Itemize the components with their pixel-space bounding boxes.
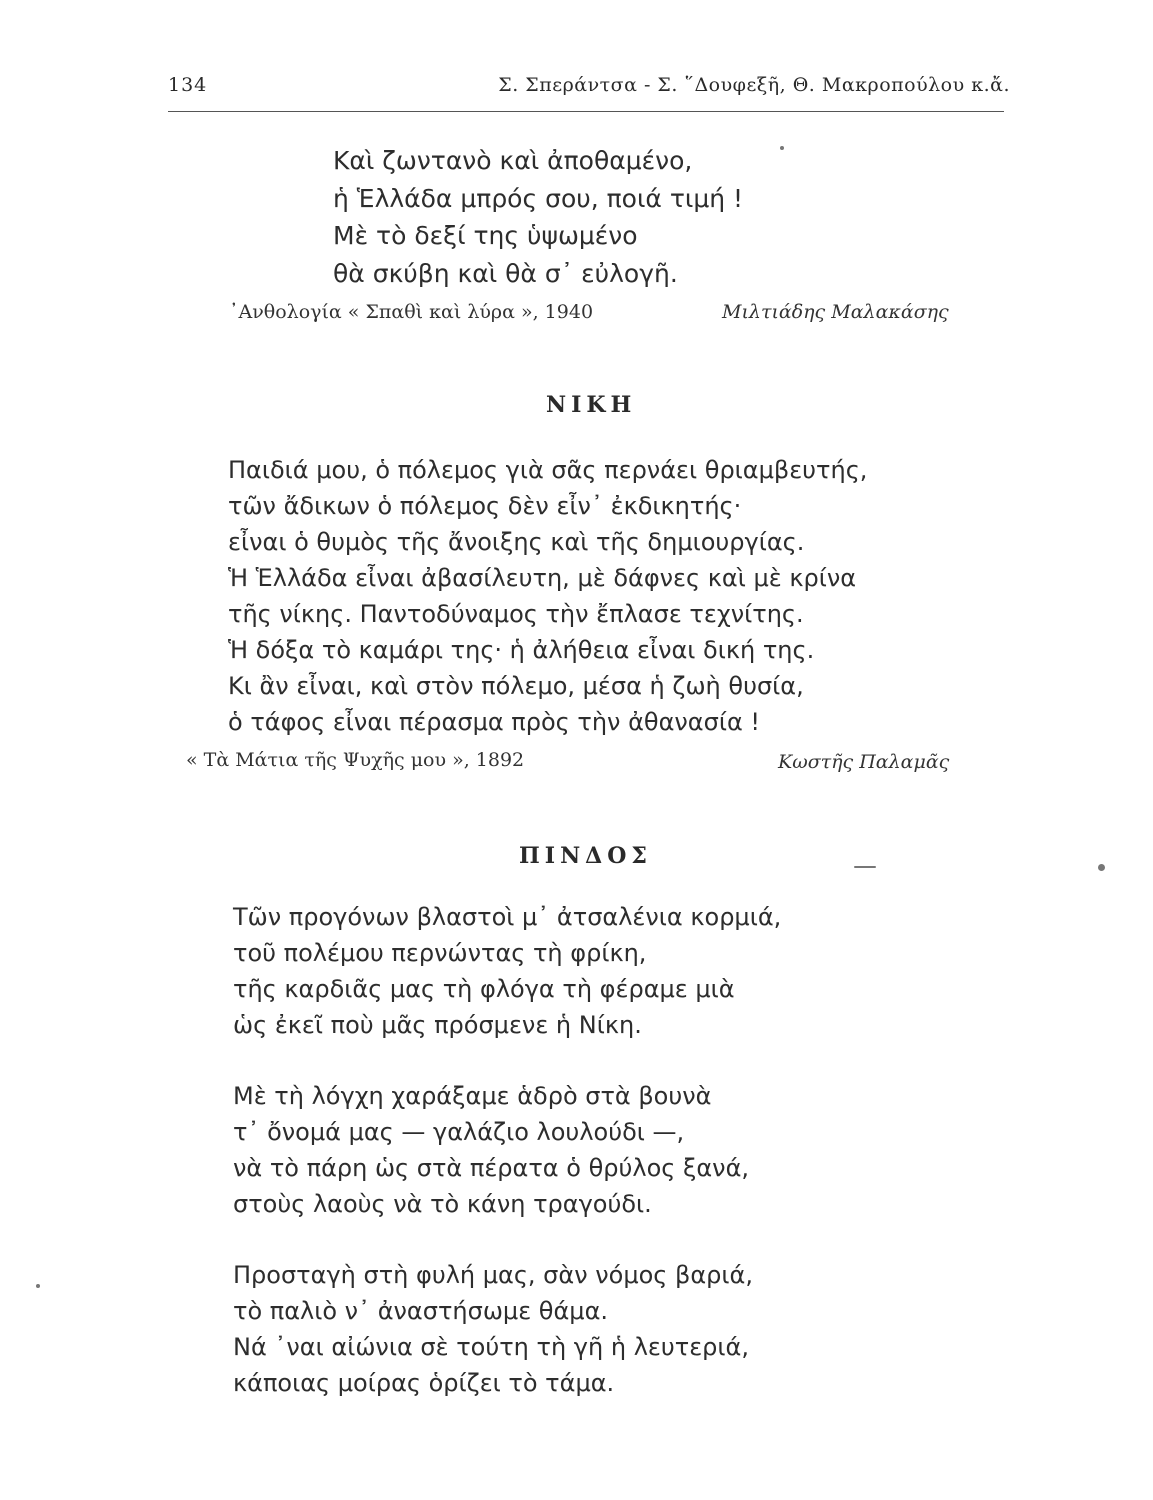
- poem-line: νὰ τὸ πάρη ὡς στὰ πέρατα ὁ θρύλος ξανά,: [233, 1154, 750, 1182]
- poem-line: Ἡ Ἑλλάδα εἶναι ἀβασίλευτη, μὲ δάφνες καὶ μὲ κρίνα: [228, 564, 857, 592]
- poem-line: τῆς καρδιᾶς μας τὴ φλόγα τὴ φέραμε μιὰ: [233, 975, 735, 1003]
- poem-line: τοῦ πολέμου περνώντας τὴ φρίκη,: [233, 939, 647, 967]
- page-header: [168, 74, 1010, 104]
- poem3-stanza-3: [233, 1257, 753, 1401]
- scan-speck: [780, 146, 784, 150]
- poem2-source: « Τὰ Μάτια τῆς Ψυχῆς μου », 1892: [186, 749, 525, 771]
- poem-line: Κι ἂν εἶναι, καὶ στὸν πόλεμο, μέσα ἡ ζωὴ θυσία,: [228, 672, 804, 700]
- poem-line: Νά ᾽ναι αἰώνια σὲ τούτη τὴ γῆ ἡ λευτεριά,: [233, 1333, 749, 1361]
- poem1-stanza: [333, 142, 743, 292]
- poem3-title: ΠΙΝΔΟΣ: [519, 843, 652, 869]
- poem2-stanza: [228, 452, 867, 740]
- poem-line: Μὲ τὸ δεξί της ὑψωμένο: [333, 221, 638, 250]
- poem-line: Τῶν προγόνων βλαστοὶ μ᾽ ἀτσαλένια κορμιά,: [233, 903, 782, 931]
- poem1-source: ᾽Ανθολογία « Σπαθὶ καὶ λύρα », 1940: [229, 301, 594, 323]
- poem-line: στοὺς λαοὺς νὰ τὸ κάνη τραγούδι.: [233, 1190, 652, 1218]
- running-head: Σ. Σπεράντσα - Σ. ῞Δουφεξῆ, Θ. Μακροπούλου κ.ἄ.: [498, 74, 1010, 96]
- poem-line: θὰ σκύβη καὶ θὰ σ᾽ εὐλογῆ.: [333, 258, 678, 288]
- page-number: 134: [168, 74, 208, 96]
- poem-line: τῆς νίκης. Παντοδύναμος τὴν ἔπλασε τεχνίτης.: [228, 600, 804, 628]
- poem2-author: Κωστῆς Παλαμᾶς: [778, 751, 950, 773]
- poem-line: ἡ Ἑλλάδα μπρός σου, ποιά τιμή !: [333, 183, 744, 213]
- poem3-stanza-1: [233, 899, 781, 1043]
- scan-speck: [36, 1284, 40, 1288]
- scan-speck: [854, 866, 876, 868]
- poem-line: τ᾽ ὄνομά μας — γαλάζιο λουλούδι —,: [233, 1118, 685, 1146]
- poem3-stanza-2: [233, 1078, 749, 1222]
- poem-line: Προσταγὴ στὴ φυλή μας, σὰν νόμος βαριά,: [233, 1261, 753, 1289]
- poem-line: κάποιας μοίρας ὁρίζει τὸ τάμα.: [233, 1369, 615, 1397]
- poem-line: εἶναι ὁ θυμὸς τῆς ἄνοιξης καὶ τῆς δημιουργίας.: [228, 528, 805, 556]
- poem-line: ὡς ἐκεῖ ποὺ μᾶς πρόσμενε ἡ Νίκη.: [233, 1011, 642, 1039]
- poem-line: Ἡ δόξα τὸ καμάρι της· ἡ ἀλήθεια εἶναι δική της.: [228, 636, 815, 664]
- poem2-title: ΝΙΚΗ: [546, 392, 637, 418]
- poem-line: Καὶ ζωντανὸ καὶ ἀποθαμένο,: [333, 146, 693, 175]
- poem1-author: Μιλτιάδης Μαλακάσης: [722, 301, 949, 323]
- scan-speck: [1098, 864, 1105, 871]
- header-rule: [168, 111, 1004, 112]
- poem-line: τῶν ἄδικων ὁ πόλεμος δὲν εἶν᾽ ἐκδικητής·: [228, 492, 742, 520]
- poem-line: ὁ τάφος εἶναι πέρασμα πρὸς τὴν ἀθανασία !: [228, 708, 761, 736]
- poem-line: Μὲ τὴ λόγχη χαράξαμε ἁδρὸ στὰ βουνὰ: [233, 1082, 712, 1110]
- poem-line: τὸ παλιὸ ν᾽ ἀναστήσωμε θάμα.: [233, 1297, 609, 1325]
- poem-line: Παιδιά μου, ὁ πόλεμος γιὰ σᾶς περνάει θριαμβευτής,: [228, 456, 868, 484]
